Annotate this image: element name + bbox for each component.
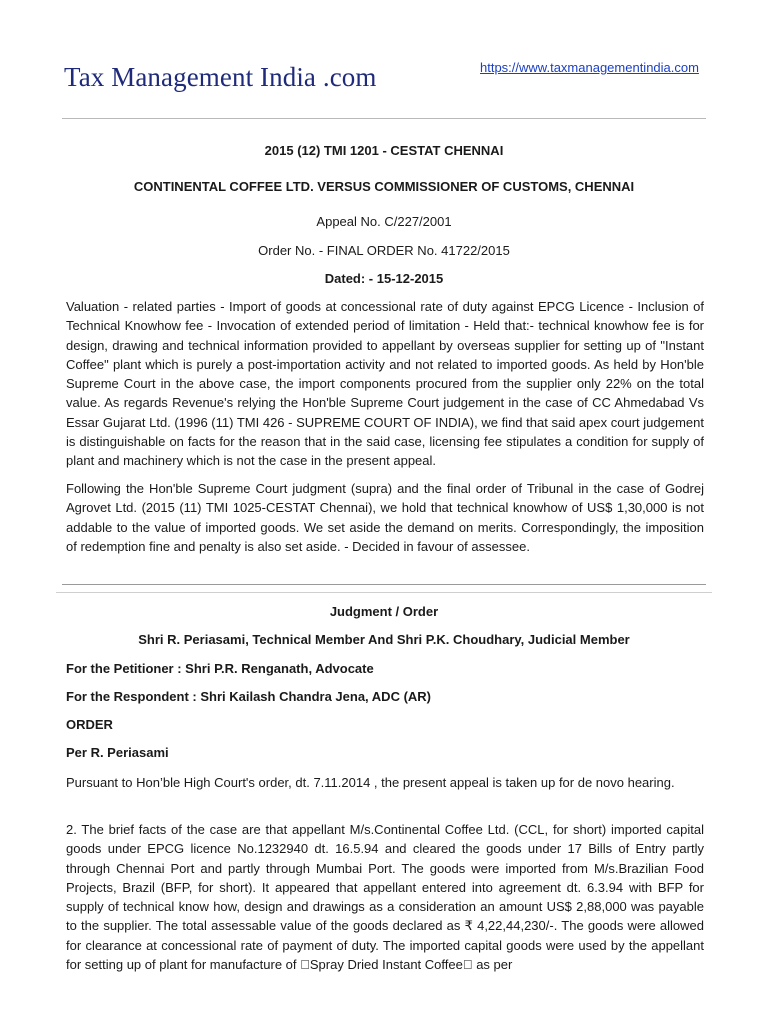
case-date: Dated: - 15-12-2015	[324, 271, 444, 286]
order-number: Order No. - FINAL ORDER No. 41722/2015	[258, 243, 510, 258]
headnote-paragraph-1: Valuation - related parties - Import of goods at concessional rate of duty against EPCG Licence - Inclusion of Technical Knowhow fee - Invocation of extended period of limitation - Held that:- technical knowhow fee is for design, drawing and technical information provided to appellant by overseas supplier for setting up of "Instant Coffee" plant which is purely a post-importation activity and not related to imported goods. As held by Hon'ble Supreme Court in the above case, the import components procured from the supplier only 22% on the total value. As regards Revenue's relying the Hon'ble Supreme Court judgement in the case of CC Ahmedabad Vs Essar Gujarat Ltd. (1996 (11) TMI 426 - SUPREME COURT OF INDIA), we find that said apex court judgement is distinguishable on facts for the reason that in the said case, licensing fee stipulates a condition for supply of plant and machinery which is not the case in the present appeal.	[66, 299, 704, 469]
petitioner-counsel: For the Petitioner : Shri P.R. Renganath, Advocate	[66, 661, 374, 676]
site-title: Tax Management India .com	[64, 62, 377, 92]
order-label: ORDER	[66, 717, 113, 732]
appeal-number: Appeal No. C/227/2001	[316, 214, 452, 229]
section-divider	[62, 584, 706, 585]
headnote-paragraph-2: Following the Hon'ble Supreme Court judgment (supra) and the final order of Tribunal in the case of Godrej Agrovet Ltd. (2015 (11) TMI 1025-CESTAT Chennai), we hold that technical knowhow of US$ 1,30,000 is not addable to the value of imported goods. We set aside the demand on merits. Correspondingly, the imposition of redemption fine and penalty is also set aside. - Decided in favour of assessee.	[66, 481, 704, 554]
section-divider-secondary	[56, 592, 712, 593]
site-url-link[interactable]: https://www.taxmanagementindia.com	[480, 60, 699, 75]
respondent-counsel: For the Respondent : Shri Kailash Chandra Jena, ADC (AR)	[66, 689, 432, 704]
bench-members: Shri R. Periasami, Technical Member And Shri P.K. Choudhary, Judicial Member	[138, 632, 630, 647]
header-divider	[62, 118, 706, 119]
per-author: Per R. Periasami	[66, 745, 169, 760]
case-parties: CONTINENTAL COFFEE LTD. VERSUS COMMISSIONER OF CUSTOMS, CHENNAI	[133, 179, 635, 194]
judgment-heading: Judgment / Order	[329, 604, 439, 619]
case-citation: 2015 (12) TMI 1201 - CESTAT CHENNAI	[264, 143, 504, 158]
judgment-paragraph-1: Pursuant to Hon’ble High Court's order, dt. 7.11.2014 , the present appeal is taken up for de novo hearing.	[66, 775, 675, 790]
judgment-paragraph-2: 2. The brief facts of the case are that appellant M/s.Continental Coffee Ltd. (CCL, for short) imported capital goods under EPCG licence No.1232940 dt. 16.5.94 and cleared the goods under 17 Bills of Entry partly through Chennai Port and partly through Mumbai Port. The goods were imported from M/s.Brazilian Food Projects, Brazil (BFP, for short). It appeared that appellant entered into agreement dt. 6.3.94 with BFP for supply of technical know how, design and drawings as a consideration an amount US$ 2,88,000 was payable to the supplier. The total assessable value of the goods declared as ₹ 4,22,44,230/-. The goods were allowed for clearance at concessional rate of payment of duty. The imported capital goods were used by the appellant for setting up of plant for manufacture of  Spray Dried Instant Coffee  as per	[66, 822, 704, 973]
